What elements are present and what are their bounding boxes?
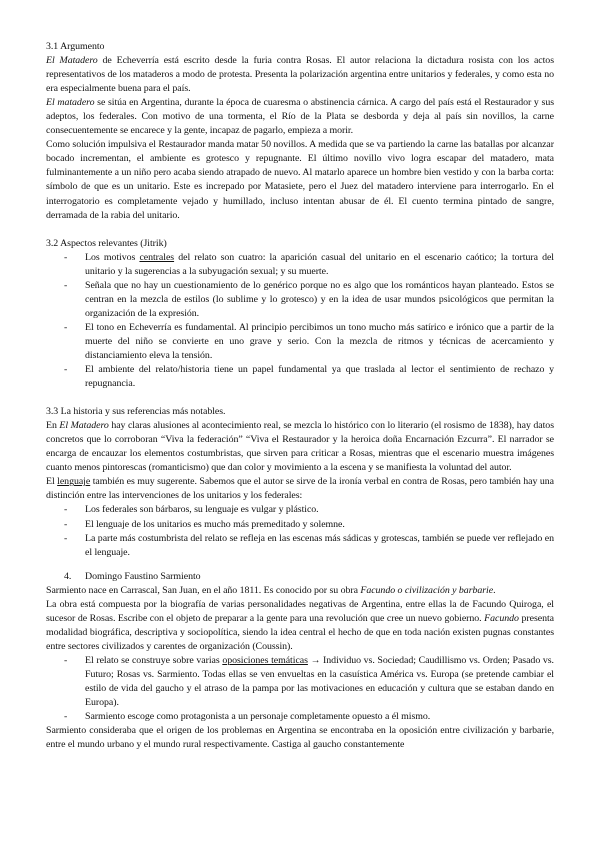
paragraph: Como solución impulsiva el Restaurador manda matar 50 novillos. A medida que se va partiendo la carne las batallas por alcanzar bocado incrementan, el ambiente es grotesco y repugnante. El último novillo vivo logra escapar del matadero, mata fulminantemente a un niño pero acaba siendo atrapado de nuevo. Al matarlo aparece un hombre bien vestido y con la barba corta: símbolo de que es un unitario. Este es increpado por Matasiete, pero el Juez del matadero interviene para interrogarlo. En el interrogatorio es completamente vejado y humillado, incluso intentan abusar de él. El cuento termina pintado de sangre, derramada de la rabia del unitario. <box>46 139 554 221</box>
book-title: Facundo o civilización y barbarie <box>360 584 494 596</box>
dash-bullet: - <box>64 711 68 723</box>
list-item: - Los federales son bárbaros, su lenguaje es vulgar y plástico. <box>46 503 554 517</box>
dash-bullet: - <box>64 279 68 291</box>
spacer <box>46 223 554 237</box>
list-item: - Los motivos centrales del relato son cuatro: la aparición casual del unitario en el escenario caótico; la tortura del unitario y la sugerencias a la subyugación sexual; y su muerte. <box>64 251 554 277</box>
bullet-list <box>46 654 554 724</box>
book-title: El Matadero <box>46 55 98 67</box>
paragraph: En El Matadero hay claras alusiones al acontecimiento real, se mezcla lo histórico con lo literario (el rosismo de 1838), hay datos concretos que lo corroboran “Viva la federación” “Viva el Restaurador y la heroica doña Encarnación Ezcurra”. El narrador se encarga de encauzar los elementos costumbristas, que sirven para criticar a Rosas, mientras que el escenario muestra imágenes cuanto menos pintorescas (romanticismo) que dan color y movimiento a la escena y se manifiesta la voluntad del autor. <box>46 420 554 474</box>
paragraph: El matadero se sitúa en Argentina, durante la época de cuaresma o abstinencia cárnica. A cargo del país está el Restaurador y sus adeptos, los federales. Con motivo de una tormenta, el Río de la Plata se desborda y deja al país sin novillos, la carne consecuentemente se encarece y la gente, incapaz de pagarlo, empieza a morir. <box>46 97 554 137</box>
bullet-list <box>46 503 554 559</box>
section-number: 4. <box>64 570 72 582</box>
dash-bullet: - <box>64 504 68 516</box>
dash-bullet: - <box>64 654 68 666</box>
list-item: - Sarmiento escoge como protagonista a un personaje completamente opuesto a él mismo. <box>46 710 554 724</box>
list-item: - Señala que no hay un cuestionamiento de lo genérico porque no es algo que los románticos hayan planteado. Estos se centran en la mezcla de estilos (lo sublime y lo grotesco) y en la idea de usar mundos psicológicos que permitan la organización de la expresión. <box>64 279 554 319</box>
book-title: El matadero <box>46 97 95 109</box>
paragraph: La obra está compuesta por la biografía de varias personalidades negativas de Argentina, entre ellas la de Facundo Quiroga, el sucesor de Rosas. Escribe con el objeto de preparar a la gente para una revolución que cree un nuevo gobierno. Facundo presenta modalidad biográfica, descriptiva y sociopolítica, siendo la idea central el hecho de que en toda nación existen pugnas constantes entre sectores civilizados y carentes de organización (Coussin). <box>46 598 554 652</box>
spacer <box>46 560 554 570</box>
dash-bullet: - <box>64 532 68 544</box>
section-heading-3-2: 3.2 Aspectos relevantes (Jitrik) <box>46 237 167 249</box>
list-item: - El lenguaje de los unitarios es mucho más premeditado y solemne. <box>46 518 554 532</box>
spacer <box>46 391 554 405</box>
bullet-list <box>46 251 554 391</box>
list-item: - La parte más costumbrista del relato se refleja en las escenas más sádicas y grotescas, también se puede ver reflejado en el lenguaje. <box>64 532 554 558</box>
section-heading-3-1: 3.1 Argumento <box>46 41 105 52</box>
paragraph: Sarmiento nace en Carrascal, San Juan, en el año 1811. Es conocido por su obra Facundo o civilización y barbarie. <box>46 584 496 596</box>
section-heading-4: 4. Domingo Faustino Sarmiento <box>46 570 554 584</box>
dash-bullet: - <box>64 251 68 263</box>
list-item: - El tono en Echeverría es fundamental. Al principio percibimos un tono mucho más satírico e irónico que a partir de la muerte del niño se convierte en uno grave y serio. Con la mezcla de ritmos y técnicas de acercamiento y distanciamiento eleva la tensión. <box>64 321 554 361</box>
book-title: El Matadero <box>59 420 109 432</box>
dash-bullet: - <box>64 518 68 530</box>
book-title: Facundo <box>484 612 519 624</box>
paragraph: El Matadero de Echeverría está escrito desde la furia contra Rosas. El autor relaciona la dictadura rosista con los actos representativos de los mataderos a modo de protesta. Presenta la polarización argentina entre unitarios y federales, y como esta no era especialmente buena para el país. <box>46 55 554 95</box>
paragraph: Sarmiento consideraba que el origen de los problemas en Argentina se encontraba en la oposición entre civilización y barbarie, entre el mundo urbano y el mundo rural respectivamente. Castiga al gaucho constantemente <box>46 725 554 751</box>
list-item: - El ambiente del relato/historia tiene un papel fundamental ya que traslada al lector el sentimiento de rechazo y repugnancia. <box>64 364 554 390</box>
list-item: - El relato se construye sobre varias oposiciones temáticas → Individuo vs. Sociedad; Caudillismo vs. Orden; Pasado vs. Futuro; Rosas vs. Sarmiento. Todas ellas se ven envueltas en la casuística América vs. Europa (se pretende cambiar el estilo de vida del gaucho y el atraso de la pampa por las motivaciones en educación y cultura que se estaban dando en Europa). <box>64 654 554 709</box>
section-heading-3-3: 3.3 La historia y sus referencias más notables. <box>46 406 226 418</box>
dash-bullet: - <box>64 364 68 376</box>
paragraph: El lenguaje también es muy sugerente. Sabemos que el autor se sirve de la ironía verbal en contra de Rosas, pero también hay una distinción entre las intervenciones de los unitarios y los federales: <box>46 476 554 502</box>
dash-bullet: - <box>64 321 68 333</box>
